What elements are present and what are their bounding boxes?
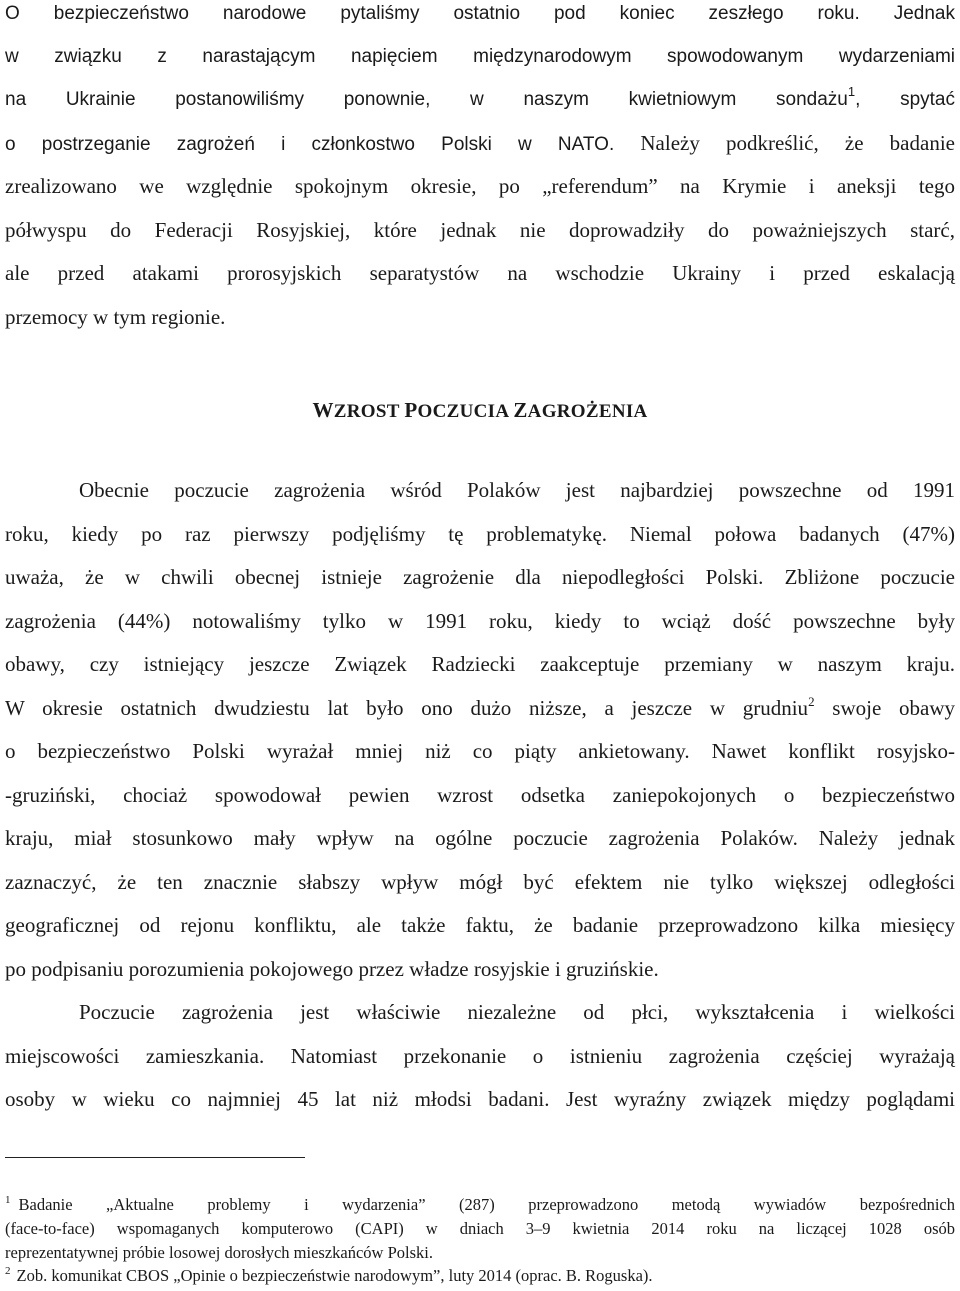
footnote-1-line: reprezentatywnej próbie losowej dorosłych mieszkańców Polski. <box>5 1243 433 1262</box>
text-segment: o postrzeganie zagrożeń i członkostwo Polski w NATO. <box>5 134 615 155</box>
text-segment: , spytać <box>855 89 955 110</box>
text-line: ale przed atakami prorosyjskich separatystów na wschodzie Ukrainy i przed eskalacją <box>5 261 955 285</box>
text-line: -gruziński, chociaż spowodował pewien wzrost odsetka zaniepokojonych o bezpieczeństwo <box>5 783 955 807</box>
text-line: geograficznej od rejonu konfliktu, ale także faktu, że badanie przeprowadzono kilka miesięcy <box>5 913 955 937</box>
text-segment: Należy podkreślić, że badanie <box>614 131 955 155</box>
text-line: półwyspu do Federacji Rosyjskiej, które jednak nie doprowadziły do poważniejszych starć, <box>5 218 955 242</box>
text-segment: swoje obawy <box>814 696 955 720</box>
heading-part: OCZUCIA <box>417 401 514 422</box>
text-line: miejscowości zamieszkania. Natomiast przekonanie o istnieniu zagrożenia częściej wyrażają <box>5 1044 955 1068</box>
text-line: osoby w wieku co najmniej 45 lat niż młodsi badani. Jest wyraźny związek między poglądami <box>5 1087 955 1111</box>
footnote-ref-1: 1 <box>847 84 856 99</box>
text-line: Poczucie zagrożenia jest właściwie niezależne od płci, wykształcenia i wielkości <box>79 1000 955 1024</box>
text-line: zaznaczyć, że ten znacznie słabszy wpływ mógł być efektem nie tylko większej odległości <box>5 870 955 894</box>
footnote-text: Zob. komunikat CBOS „Opinie o bezpieczeństwie narodowym”, luty 2014 (oprac. B. Roguska). <box>16 1266 653 1285</box>
text-line <box>5 694 955 722</box>
text-line: zagrożenia (44%) notowaliśmy tylko w 1991 roku, kiedy to wciąż dość powszechne były <box>5 609 955 633</box>
heading-initial: P <box>404 398 418 422</box>
text-line: Obecnie poczucie zagrożenia wśród Polaków jest najbardziej powszechne od 1991 <box>79 478 955 502</box>
text-line: kraju, miał stosunkowo mały wpływ na ogólne poczucie zagrożenia Polaków. Należy jednak <box>5 826 955 850</box>
footnote-text: Badanie „Aktualne problemy i wydarzenia” (287) przeprowadzono metodą wywiadów bezpośrednich <box>18 1195 955 1214</box>
text-line: obawy, czy istniejący jeszcze Związek Radziecki zaakceptuje przemiany w naszym kraju. <box>5 652 955 676</box>
footnote-2-line <box>5 1265 955 1287</box>
text-line: o bezpieczeństwo Polski wyrażał mniej niż co piąty ankietowany. Nawet konflikt rosyjsko- <box>5 739 955 763</box>
footnote-divider <box>5 1157 305 1158</box>
heading-initial: W <box>312 398 334 422</box>
text-line: uważa, że w chwili obecnej istnieje zagrożenie dla niepodległości Polski. Zbliżone poczucie <box>5 565 955 589</box>
footnote-ref-2: 2 <box>808 694 815 709</box>
text-segment: W okresie ostatnich dwudziestu lat było ono dużo niższe, a jeszcze w grudniu <box>5 696 809 720</box>
text-segment: na Ukrainie postanowiliśmy ponownie, w naszym kwietniowym sondażu <box>5 89 848 110</box>
text-line: w związku z narastającym napięciem międzynarodowym spowodowanym wydarzeniami <box>5 46 955 67</box>
text-line: przemocy w tym regionie. <box>5 305 226 329</box>
footnote-1-line: (face-to-face) wspomaganych komputerowo (CAPI) w dniach 3–9 kwietnia 2014 roku na liczącej 1028 osób <box>5 1219 955 1238</box>
text-line <box>5 86 955 114</box>
footnote-marker-1: 1 <box>5 1194 11 1206</box>
text-line: roku, kiedy po raz pierwszy podjęliśmy tę problematykę. Niemal połowa badanych (47%) <box>5 522 955 546</box>
footnote-1-line <box>5 1194 955 1216</box>
text-line: zrealizowano we względnie spokojnym okresie, po „referendum” na Krymie i aneksji tego <box>5 174 955 198</box>
footnote-marker-2: 2 <box>5 1265 11 1277</box>
section-heading <box>5 396 955 426</box>
text-line: O bezpieczeństwo narodowe pytaliśmy ostatnio pod koniec zeszłego roku. Jednak <box>5 3 955 24</box>
heading-part: AGROŻENIA <box>527 401 648 422</box>
text-line: po podpisaniu porozumienia pokojowego przez władze rosyjskie i gruzińskie. <box>5 957 659 981</box>
heading-part: ZROST <box>333 401 405 422</box>
text-line <box>5 129 955 159</box>
heading-initial: Z <box>513 398 528 422</box>
